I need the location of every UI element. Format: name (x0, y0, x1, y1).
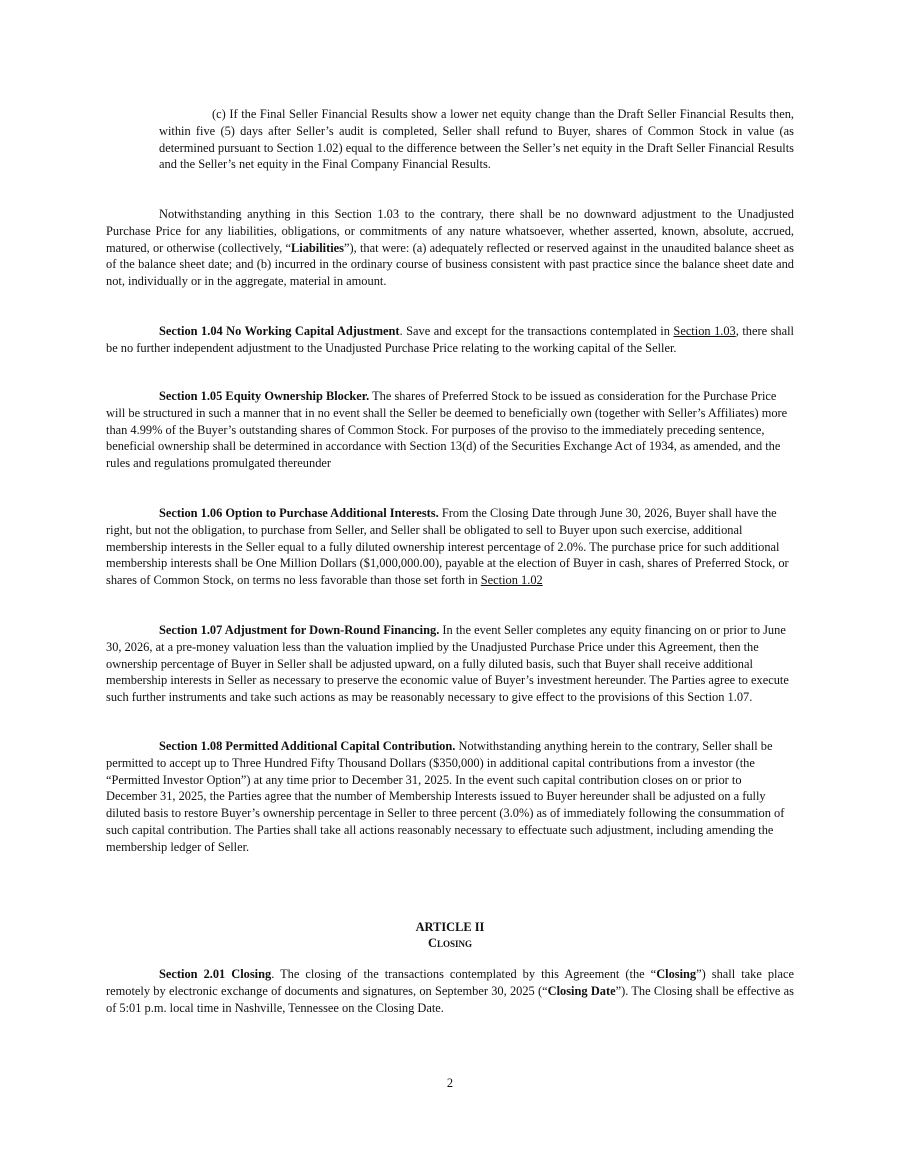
section-2-01-heading: Section 2.01 Closing (159, 967, 272, 981)
article-number: ARTICLE II (415, 920, 485, 934)
section-1-05-heading: Section 1.05 Equity Ownership Blocker. (159, 389, 370, 403)
section-1-08-text: Notwithstanding anything herein to the contrary, Seller shall be permitted to accept up to Three Hundred Fifty Thousand Dollars ($350,000) in additional capital contributions from a investor (the “Permitted Investor Option”) at any time prior to December 31, 2025. In the event such capital contribution closes on or prior to December 31, 2025, the Parties agree that the number of Membership Interests issued to Buyer hereunder shall be adjusted on a fully diluted basis to restore Buyer’s ownership percentage in Seller to three percent (3.0%) as of immediately following the consummation of such capital contribution. The Parties shall take all actions reasonably necessary to effectuate such adjustment, including amending the membership ledger of Seller. (106, 739, 785, 854)
section-1-08 (106, 738, 794, 856)
section-2-01-text-pre: . The closing of the transactions contemplated by this Agreement (the “ (271, 967, 657, 981)
section-1-07-text: In the event Seller completes any equity financing on or prior to June 30, 2026, at a pre-money valuation less than the valuation implied by the Unadjusted Purchase Price under this Agreement, then the ownership percentage of Buyer in Seller shall be adjusted upward, on a fully diluted basis, such that Buyer shall receive additional membership interests in Seller as necessary to preserve the economic value of Buyer’s investment hereunder. The Parties agree to execute such further instruments and take such actions as may be reasonably necessary to give effect to the provisions of this Section 1.07. (106, 623, 789, 705)
section-2-01-text-post: ”). The Closing shall be effective as of 5:01 p.m. local time in Nashville, Tennessee on the Closing Date. (106, 983, 794, 1015)
section-1-04 (106, 323, 794, 357)
notwithstanding-text-post: ”), that were: (a) adequately reflected or reserved against in the unaudited balance sheet as of the balance sheet date; and (b) incurred in the ordinary course of business consistent with past practice since the balance sheet date and not, individually or in the aggregate, material in amount. (106, 240, 794, 289)
section-1-04-heading: Section 1.04 No Working Capital Adjustment (159, 324, 400, 338)
section-1-04-text-pre: . Save and except for the transactions contemplated in (399, 324, 674, 338)
section-1-06 (106, 505, 794, 589)
section-1-04-text-post: , there shall be no further independent adjustment to the Unadjusted Purchase Price relating to the working capital of the Seller. (106, 324, 794, 355)
paragraph-c-text: (c) If the Final Seller Financial Results show a lower net equity change than the Draft Seller Financial Results then, within five (5) days after Seller’s audit is completed, Seller shall refund to Buyer, shares of Common Stock in value (as determined pursuant to Section 1.02) equal to the difference between the Seller’s net equity in the Draft Seller Financial Results and the Seller’s net equity in the Final Company Financial Results. (159, 107, 794, 172)
paragraph-notwithstanding (106, 206, 794, 290)
paragraph-c (159, 106, 794, 173)
section-1-03-reference: Section 1.03 (673, 324, 736, 338)
notwithstanding-text-pre: Notwithstanding anything in this Section 1.03 to the contrary, there shall be no downward adjustment to the Unadjusted Purchase Price for any liabilities, obligations, or commitments of any nature whatsoever, whether asserted, known, absolute, accrued, matured, or otherwise (collectively, “ (106, 207, 794, 255)
defined-term-liabilities: Liabilities (290, 240, 344, 255)
article-title: Closing (428, 936, 472, 950)
section-1-07-heading: Section 1.07 Adjustment for Down-Round Financing. (159, 623, 440, 637)
section-1-08-heading: Section 1.08 Permitted Additional Capital Contribution. (159, 739, 456, 753)
section-1-02-reference: Section 1.02 (480, 573, 543, 588)
section-1-06-heading: Section 1.06 Option to Purchase Additional Interests. (159, 506, 439, 520)
section-1-05 (106, 388, 794, 472)
section-1-06-text: From the Closing Date through June 30, 2026, Buyer shall have the right, but not the obligation, to purchase from Seller, and Seller shall be obligated to sell to Buyer upon such exercise, additional membership interests in the Seller equal to a fully diluted ownership interest percentage of 2.0%. The purchase price for such additional membership interests shall be One Million Dollars ($1,000,000.00), payable at the election of Buyer in cash, shares of Preferred Stock, or shares of Common Stock, on terms no less favorable than those set forth in (106, 506, 789, 588)
page-number: 2 (446, 1076, 454, 1090)
section-1-07 (106, 622, 794, 706)
section-1-05-text: The shares of Preferred Stock to be issued as consideration for the Purchase Price will be structured in such a manner that in no event shall the Seller be deemed to beneficially own (together with Seller’s Affiliates) more than 4.99% of the Buyer’s outstanding shares of Common Stock. For purposes of the proviso to the immediately preceding sentence, beneficial ownership shall be determined in accordance with Section 13(d) of the Securities Exchange Act of 1934, as amended, and the rules and regulations promulgated thereunder (106, 389, 788, 471)
section-2-01 (106, 966, 794, 1016)
defined-term-closing: Closing (656, 967, 697, 981)
defined-term-closing-date: Closing Date (547, 983, 616, 998)
section-2-01-text-mid: ”) shall take place remotely by electronic exchange of documents and signatures, on September 30, 2025 (“ (106, 967, 794, 998)
